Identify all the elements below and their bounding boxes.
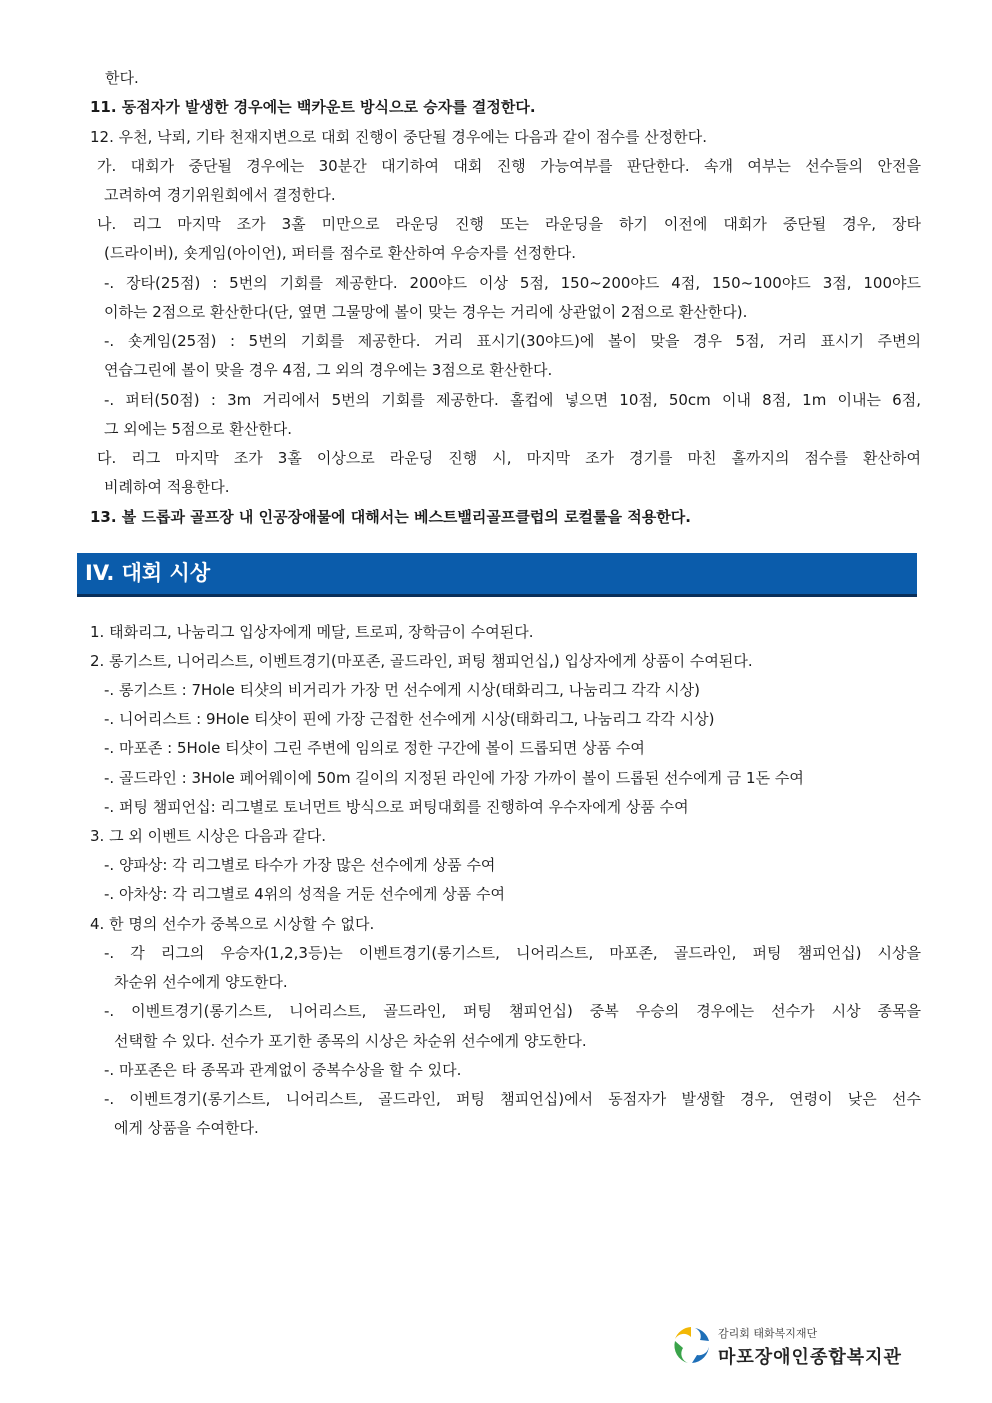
logo-foundation-name: 감리회 태화복지재단 [718,1327,818,1340]
award-4a-line1: -. 각 리그의 우승자(1,2,3등)는 이벤트경기(롱기스트, 니어리스트, 마포존, 골드라인, 퍼팅 챔피언십) 시상을 [104,944,921,962]
rule-11: 11. 동점자가 발생한 경우에는 백카운트 방식으로 승자를 결정한다. [90,98,536,116]
award-4b-line1: -. 이벤트경기(롱기스트, 니어리스트, 골드라인, 퍼팅 챔피언십) 중복 우승의 경우에는 선수가 시상 종목을 [104,1002,921,1020]
award-item-1: 1. 태화리그, 나눔리그 입상자에게 메달, 트로피, 장학금이 수여된다. [90,623,534,641]
rule-12-ga-line2: 고려하여 경기위원회에서 결정한다. [104,186,336,204]
putter-line1: -. 퍼터(50점) : 3m 거리에서 5번의 기회를 제공한다. 홀컵에 넣으면 10점, 50cm 이내 8점, 1m 이내는 6점, [104,391,921,409]
continued-text: 한다. [105,69,139,87]
award-item-3: 3. 그 외 이벤트 시상은 다음과 같다. [90,827,327,845]
award-4d-line1: -. 이벤트경기(롱기스트, 니어리스트, 골드라인, 퍼팅 챔피언십)에서 동점자가 발생할 경우, 연령이 낮은 선수 [104,1090,921,1108]
award-longest: -. 롱기스트 : 7Hole 티샷의 비거리가 가장 먼 선수에게 시상(태화리그, 나눔리그 각각 시상) [104,681,701,699]
award-mapo-zone: -. 마포존 : 5Hole 티샷이 그린 주변에 임의로 정한 구간에 볼이 드롭되면 상품 수여 [104,739,645,757]
award-gold-line: -. 골드라인 : 3Hole 페어웨이에 50m 길이의 지정된 라인에 가장 가까이 볼이 드롭된 선수에게 금 1돈 수여 [104,769,804,787]
rule-13: 13. 볼 드롭과 골프장 내 인공장애물에 대해서는 베스트밸리골프클럽의 로컬룰을 적용한다. [90,508,691,526]
rule-12-ga-line1: 가. 대회가 중단될 경우에는 30분간 대기하여 대회 진행 가능여부를 판단한다. 속개 여부는 선수들의 안전을 [97,157,921,175]
long-drive-line2: 이하는 2점으로 환산한다(단, 옆면 그물망에 볼이 맞는 경우는 거리에 상관없이 2점으로 환산한다). [104,303,748,321]
award-4c: -. 마포존은 타 종목과 관계없이 중복수상을 할 수 있다. [104,1061,462,1079]
award-4b-line2: 선택할 수 있다. 선수가 포기한 종목의 시상은 차순위 선수에게 양도한다. [114,1032,587,1050]
rule-12: 12. 우천, 낙뢰, 기타 천재지변으로 대회 진행이 중단될 경우에는 다음과 같이 점수를 산정한다. [90,128,708,146]
putter-line2: 그 외에는 5점으로 환산한다. [104,420,293,438]
organization-logo [670,1322,930,1370]
long-drive-line1: -. 장타(25점) : 5번의 기회를 제공한다. 200야드 이상 5점, 150~200야드 4점, 150~100야드 3점, 100야드 [104,274,921,292]
rule-12-na-line2: (드라이버), 숏게임(아이언), 퍼터를 점수로 환산하여 우승자를 선정한다. [104,244,577,262]
award-onion: -. 양파상: 각 리그별로 타수가 가장 많은 선수에게 상품 수여 [104,856,496,874]
section-heading-banner [77,553,917,597]
award-item-2: 2. 롱기스트, 니어리스트, 이벤트경기(마포존, 골드라인, 퍼팅 챔피언십,) 입상자에게 상품이 수여된다. [90,652,753,670]
award-4a-line2: 차순위 선수에게 양도한다. [114,973,288,991]
short-game-line1: -. 숏게임(25점) : 5번의 기회를 제공한다. 거리 표시기(30야드)에 볼이 맞을 경우 5점, 거리 표시기 주변의 [104,332,921,350]
logo-center-name: 마포장애인종합복지관 [718,1347,902,1368]
logo-emblem-icon [670,1324,712,1366]
award-putting: -. 퍼팅 챔피언십: 리그별로 토너먼트 방식으로 퍼팅대회를 진행하여 우수자에게 상품 수여 [104,798,689,816]
award-nearest: -. 니어리스트 : 9Hole 티샷이 핀에 가장 근접한 선수에게 시상(태화리그, 나눔리그 각각 시상) [104,710,715,728]
rule-12-da-line1: 다. 리그 마지막 조가 3홀 이상으로 라운딩 진행 시, 마지막 조가 경기를 마친 홀까지의 점수를 환산하여 [97,449,921,467]
rule-12-na-line1: 나. 리그 마지막 조가 3홀 미만으로 라운딩 진행 또는 라운딩을 하기 이전에 대회가 중단될 경우, 장타 [97,215,921,233]
award-item-4: 4. 한 명의 선수가 중복으로 시상할 수 없다. [90,915,375,933]
section-heading: IV. 대회 시상 [85,561,211,585]
award-4d-line2: 에게 상품을 수여한다. [114,1119,259,1137]
rule-12-da-line2: 비례하여 적용한다. [104,478,230,496]
award-acha: -. 아차상: 각 리그별로 4위의 성적을 거둔 선수에게 상품 수여 [104,885,505,903]
short-game-line2: 연습그린에 볼이 맞을 경우 4점, 그 외의 경우에는 3점으로 환산한다. [104,361,553,379]
